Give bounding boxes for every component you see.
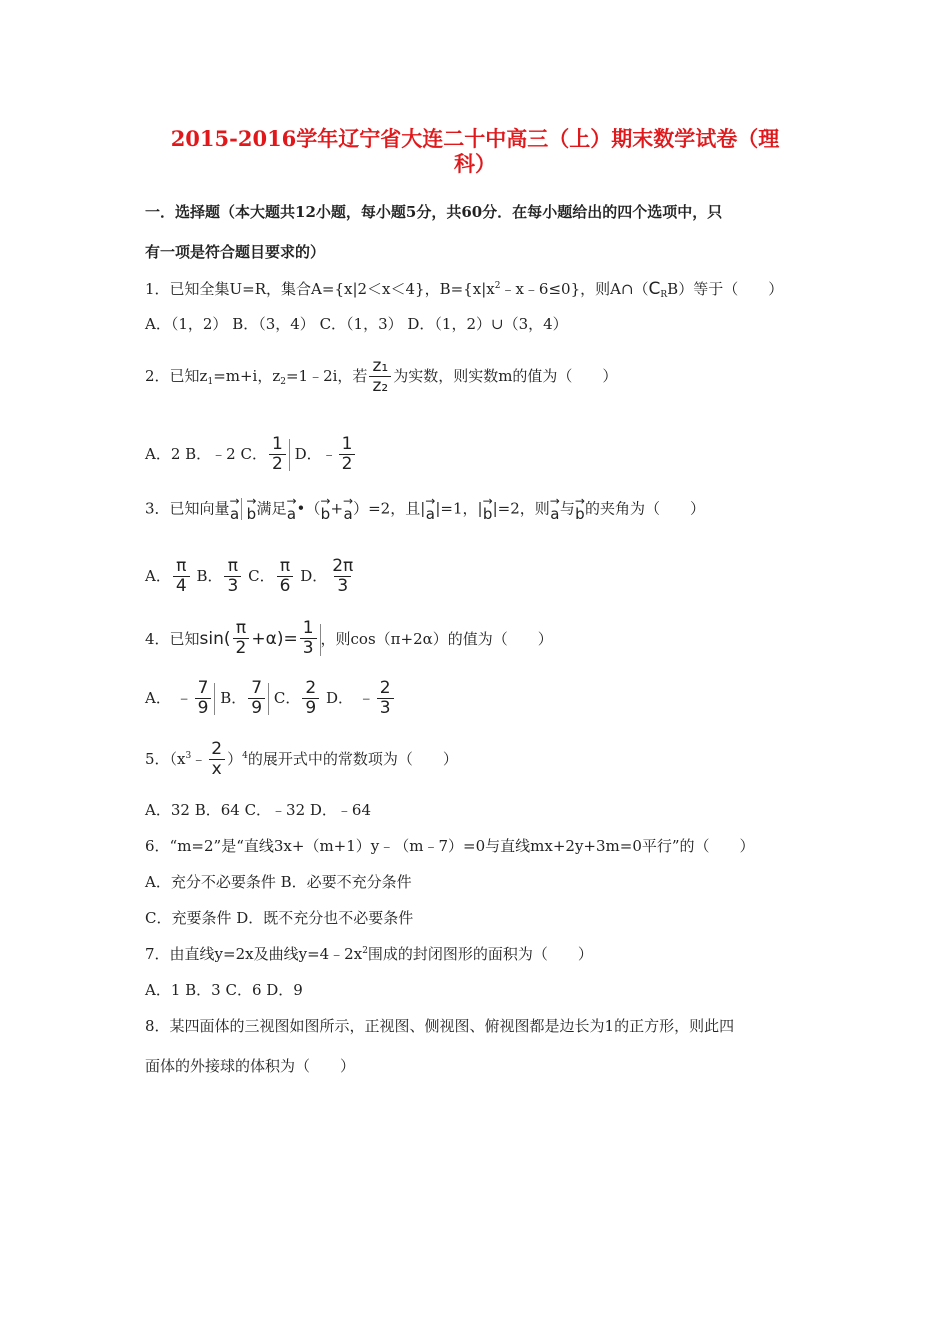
- fraction-z1-over-z2: $\frac{\text{z₁}}{\text{z₂}}$: [369, 358, 391, 396]
- question-3-options: A． $\frac{\pi}{4}$ B． $\frac{\pi}{3}$ C． $\frac{\pi}{6}$ D． $\frac{2\pi}{3}$: [145, 558, 358, 596]
- fraction-2-over-9: $\frac{2}{9}$: [302, 680, 319, 718]
- question-4-options: A． ﹣ $\frac{7}{9}$ B． $\frac{7}{9}$ C． $\frac{2}{9}$ D． ﹣ $\frac{2}{3}$: [145, 680, 396, 718]
- fraction-option-d: $\frac{1}{2}$: [339, 436, 356, 474]
- question-7-stem: 7．由直线y=2x及曲线$y=4﹣2x^2$围成的封闭图形的面积为（ ）: [145, 945, 593, 963]
- section-heading-line1: 一．选择题（本大题共12小题，每小题5分，共60分．在每小题给出的四个选项中，只: [145, 203, 723, 221]
- vector-a: → a: [425, 494, 436, 523]
- vector-b: → b: [320, 494, 331, 523]
- fraction-2-over-3: $\frac{2}{3}$: [377, 680, 394, 718]
- fraction-pi-over-4: $\frac{\pi}{4}$: [173, 558, 190, 596]
- vector-a: → a: [229, 494, 240, 523]
- question-6-options-cd: C．充要条件 D．既不充分也不必要条件: [145, 909, 414, 927]
- question-2-stem: 2．已知$z_1=m+i$，$z_2=1﹣2i$，若 $\frac{\text{z₁}}{\text{z₂}}$ 为实数，则实数m的值为（ ）: [145, 356, 618, 396]
- vector-a: → a: [549, 494, 560, 523]
- question-5-options: A．32 B．64 C．﹣32 D．﹣64: [145, 801, 372, 819]
- fraction-option-c: $\frac{1}{2}$: [269, 436, 286, 474]
- question-2-options: A．2 B．﹣2 C． $\frac{1}{2}$ D．﹣ $\frac{1}{2}$: [145, 436, 357, 474]
- question-4-stem: 4．已知sin( $\frac{\pi}{2}$ +α)= $\frac{1}{3}$ ，则cos（π+2α）的值为（ ）: [145, 618, 553, 658]
- question-7-options: A．1 B．3 C．6 D．9: [145, 981, 303, 999]
- question-6-options-ab: A．充分不必要条件 B．必要不充分条件: [145, 873, 412, 891]
- vector-b: → b: [574, 494, 585, 523]
- document-title-line2: 科）: [454, 151, 496, 176]
- section-heading-line2: 有一项是符合题目要求的）: [145, 243, 326, 261]
- fraction-7-over-9: $\frac{7}{9}$: [195, 680, 212, 718]
- vector-a: → a: [286, 494, 297, 523]
- question-3-stem: 3．已知向量 → a → b 满足 → a •（ → b + → a ）=2，且| → a |=1，| → b |=2，则 → a 与 → b 的夹角为（ ）: [145, 494, 705, 523]
- fraction-7-over-9: $\frac{7}{9}$: [248, 680, 265, 718]
- question-1-stem: 1．已知全集U=R，集合A={x|2＜x＜4}，$B=\{x|x^2﹣x﹣6\le 0\}$，则$A\cap(C_RB)$等于（ ）: [145, 279, 784, 300]
- question-1-options: A．（1，2） B．（3，4） C．（1，3） D．（1，2）∪（3，4）: [145, 315, 568, 333]
- question-8-stem-line2: 面体的外接球的体积为（ ）: [145, 1057, 356, 1075]
- sin-expression: sin( $\frac{\pi}{2}$ +α)= $\frac{1}{3}$: [200, 629, 319, 649]
- fraction-pi-over-3: $\frac{\pi}{3}$: [224, 558, 241, 596]
- fraction-pi-over-6: $\frac{\pi}{6}$: [277, 558, 294, 596]
- question-6-stem: 6．“m=2”是“直线3x+（m+1）y﹣（m﹣7）=0与直线mx+2y+3m=0平行”的（ ）: [145, 837, 755, 855]
- fraction-2-over-x: $\frac{2}{x}$: [208, 741, 225, 779]
- question-5-stem: 5．（$x^3﹣$ $\frac{2}{x}$ ）$^4$的展开式中的常数项为（ ）: [145, 739, 458, 779]
- fraction-2pi-over-3: $\frac{2\pi}{3}$: [332, 556, 354, 596]
- vector-b: → b: [246, 494, 257, 523]
- complement-symbol: C: [648, 279, 661, 299]
- vector-b: → b: [482, 494, 493, 523]
- question-8-stem-line1: 8．某四面体的三视图如图所示，正视图、侧视图、俯视图都是边长为1的正方形，则此四: [145, 1017, 735, 1035]
- vector-a: → a: [343, 494, 354, 523]
- document-title-line1: 2015-2016学年辽宁省大连二十中高三（上）期末数学试卷（理: [170, 126, 780, 151]
